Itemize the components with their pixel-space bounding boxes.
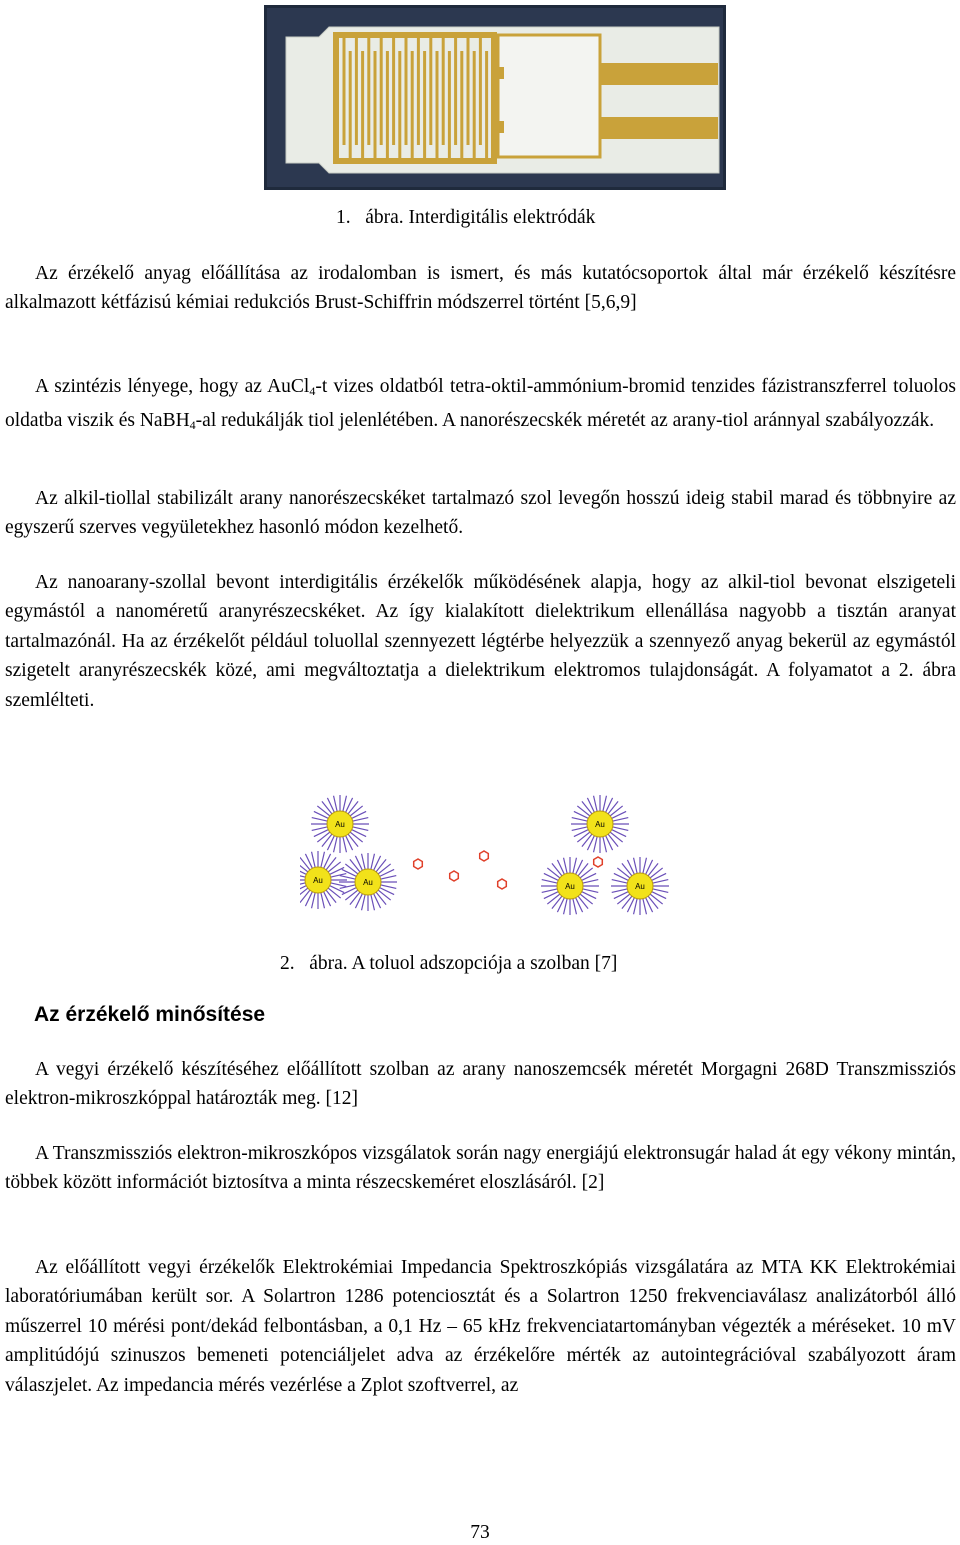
paragraph-synthesis: A szintézis lényege, hogy az AuCl$_4$-t vizes oldatból tetra-oktil-ammónium-bromid tenzides fázistranszferrel toluolos oldatba viszik és NaBH$_4$-al redukálják tiol jelenlétében. A nanorészecskék méretét az arany-tiol aránnyal szabályozzák. [5, 376, 956, 433]
figure-1-caption [336, 206, 595, 230]
section-heading: Az érzékelő minősítése [34, 1003, 266, 1026]
toluene-adsorption-figure [300, 792, 680, 924]
figure-1-text: ábra. Interdigitális elektródák [365, 207, 596, 228]
svg-text:Au: Au [635, 882, 645, 891]
svg-text:Au: Au [595, 820, 605, 829]
paragraph-stability: Az alkil-tiollal stabilizált arany nanorészecskéket tartalmazó szol levegőn hosszú ideig stabil marad és többnyire az egyszerű szerves vegyületekhez hasonló módon kezelhető. [5, 488, 956, 539]
figure-2-number: 2. [280, 953, 295, 974]
paragraph-impedance: Az előállított vegyi érzékelők Elektrokémiai Impedancia Spektroszkópiás vizsgálatára az MTA KK Elektrokémiai laboratóriumában került sor. A Solartron 1286 potenciosztát és a Solartron 1250 frekvenciaválasz analizátorból álló műszerrel 10 mérési pont/dekád felbontásban, a 0,1 Hz – 65 kHz frekvenciatartományban végezték a méréseket. 10 mV amplitúdójú szinuszos bemeneti potenciáljelet adva az érzékelőre mérték az autointegrációval szabályozott áram válaszjelet. Az impedancia mérés vezérlése a Zplot szoftverrel, az [5, 1257, 956, 1396]
paragraph-tem: A vegyi érzékelő készítéséhez előállított szolban az arany nanoszemcsék méretét Morgagni 268D Transzmissziós elektron-mikroszkóppal határozták meg. [12] [5, 1059, 956, 1110]
interdigital-electrode-photo [264, 5, 726, 190]
svg-text:Au: Au [313, 876, 323, 885]
paragraph-brust-schiffrin: Az érzékelő anyag előállítása az irodalomban is ismert, és más kutatócsoportok által már érzékelő készítésre alkalmazott kétfázisú kémiai redukciós Brust-Schiffrin módszerrel történt [5,6,9] [5, 263, 956, 314]
figure-1-number: 1. [336, 207, 351, 228]
paragraph-mechanism: Az nanoarany-szollal bevont interdigitális érzékelők működésének alapja, hogy az alkil-tiol bevonat elszigeteli egymástól a nanoméretű aranyrészecskéket. Az így kialakított dielektrikum ellenállása nagyobb a tisztán aranyat tartalmazónál. Ha az érzékelőt például toluollal szennyezett légtérbe helyezzük a szennyező anyag bekerül az egymástól szigetelt aranyrészecskék közé, ami megváltoztatja a dielektrikum elektromos tulajdonságát. A folyamatot a 2. ábra szemlélteti. [5, 572, 956, 711]
paragraph-tem-description: A Transzmissziós elektron-mikroszkópos vizsgálatok során nagy energiájú elektronsugár halad át egy vékony mintán, többek között információt biztosítva a minta részecskeméret eloszlásáról. [2] [5, 1143, 956, 1194]
svg-text:Au: Au [565, 882, 575, 891]
figure-2-text: ábra. A toluol adszopciója a szolban [7] [309, 953, 618, 974]
svg-text:Au: Au [363, 878, 373, 887]
figure-2-caption [280, 952, 617, 976]
svg-text:Au: Au [335, 820, 345, 829]
page-number: 73 [470, 1522, 490, 1543]
